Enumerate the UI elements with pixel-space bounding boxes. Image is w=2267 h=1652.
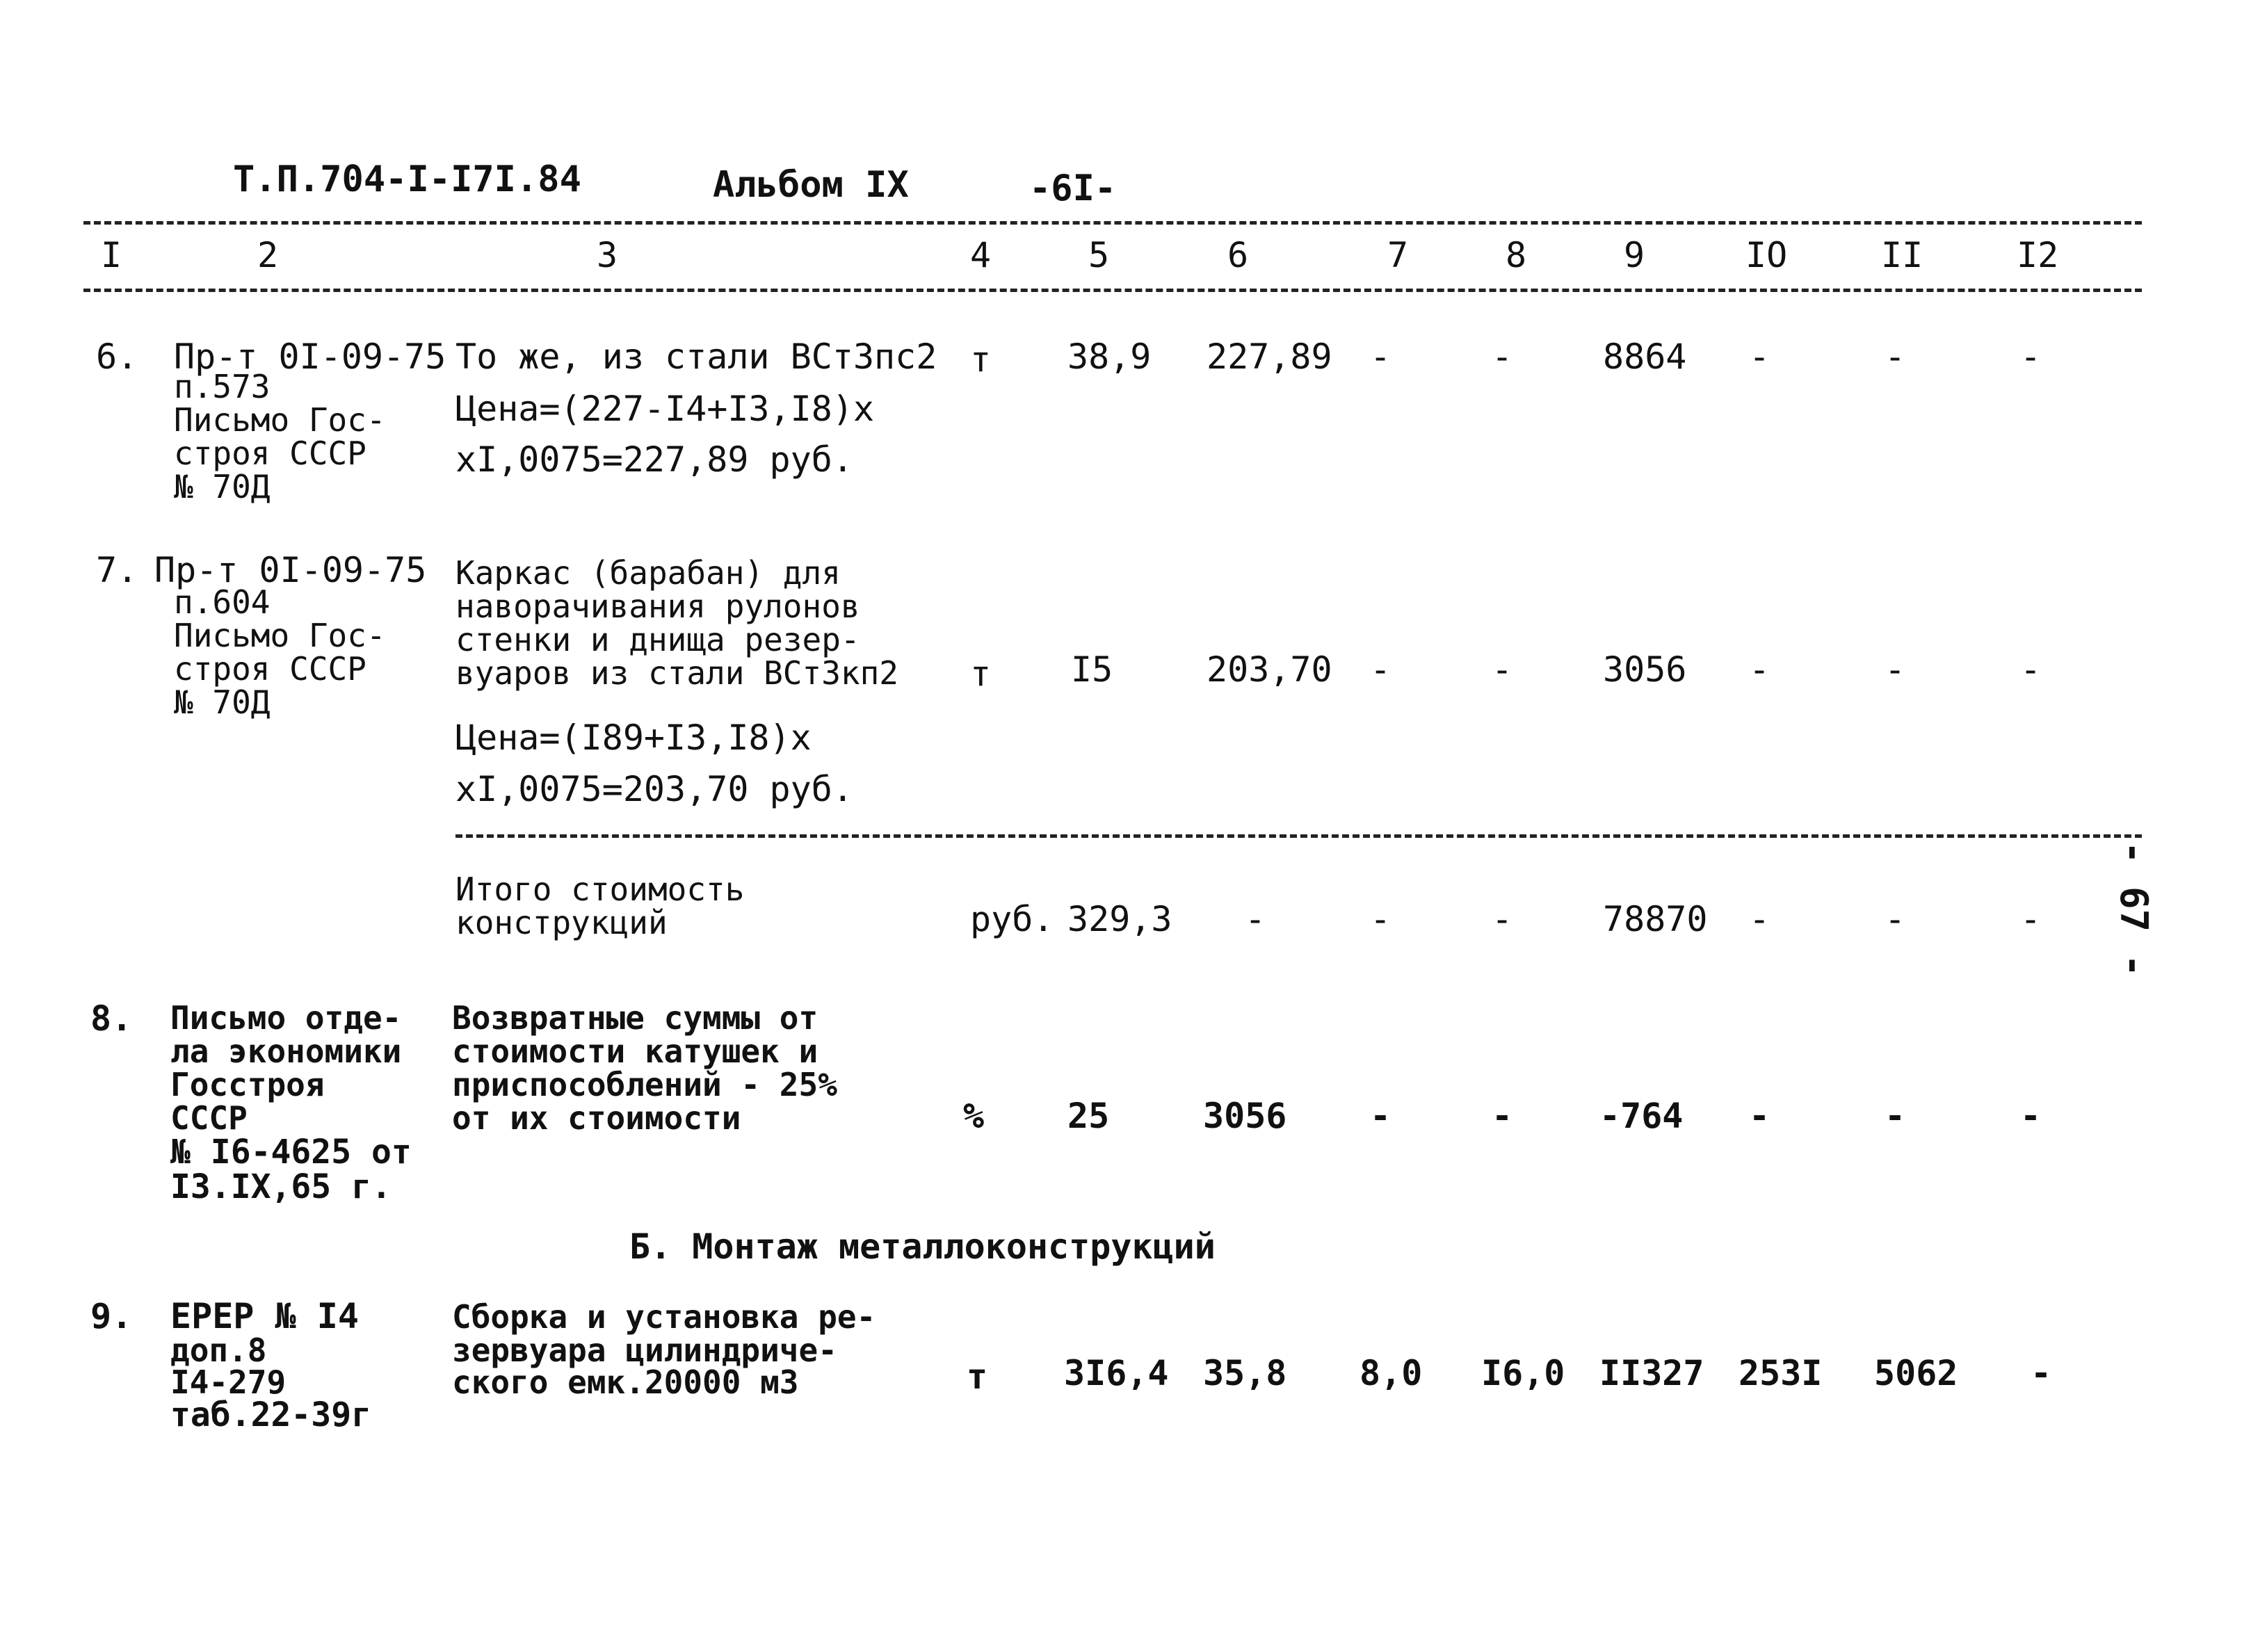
row-price-formula-line: xI,0075=203,70 руб.: [455, 769, 853, 809]
row-description-line: Каркас (барабан) для: [455, 554, 841, 592]
cell-col10: -: [1749, 1096, 1770, 1136]
col-header-11: II: [1881, 235, 1923, 275]
cell-quantity: 25: [1067, 1096, 1110, 1136]
row-description-line: конструкций: [455, 904, 668, 941]
col-header-2: 2: [257, 235, 279, 275]
row-number: 7.: [96, 550, 138, 590]
col-header-12: I2: [2017, 235, 2059, 275]
cell-price: -: [1245, 899, 1266, 939]
row-basis-line: № 70Д: [174, 468, 271, 505]
row-basis-line: п.604: [174, 583, 271, 621]
cell-col8: -: [1492, 337, 1513, 377]
cell-col12: -: [2020, 337, 2042, 377]
row-basis-line: ла экономики: [170, 1032, 402, 1070]
cell-price: 3056: [1203, 1096, 1287, 1136]
page-number: -6I-: [1029, 168, 1117, 209]
row-number: 6.: [96, 337, 138, 377]
row-basis-line: доп.8: [170, 1331, 267, 1369]
cell-unit: т: [967, 1357, 988, 1397]
row-description-line: приспособлений - 25%: [452, 1066, 837, 1103]
cell-price: 35,8: [1203, 1353, 1287, 1393]
cell-unit: т: [970, 654, 992, 694]
cell-col11: -: [1885, 649, 1906, 690]
cell-price: 203,70: [1207, 649, 1332, 690]
row-description-line: Цена=(227-I4+I3,I8)x: [455, 389, 875, 429]
row-basis-line: Пр-т 0I-09-75: [154, 550, 427, 590]
row-basis-line: ЕРЕР № I4: [170, 1296, 359, 1336]
row-price-formula-line: Цена=(I89+I3,I8)x: [455, 718, 812, 758]
cell-col11: -: [1885, 899, 1906, 939]
row-basis-line: строя СССР: [174, 435, 366, 472]
row-basis-line: Письмо Гос-: [174, 617, 386, 654]
col-header-8: 8: [1506, 235, 1527, 275]
cell-col11: -: [1885, 1096, 1906, 1136]
cell-col8: -: [1492, 1096, 1513, 1136]
cell-col12: -: [2020, 649, 2042, 690]
document-code: Т.П.704-I-I7I.84: [233, 159, 581, 200]
cell-col7: -: [1370, 1096, 1391, 1136]
row-description-line: ского емк.20000 м3: [452, 1363, 799, 1401]
cell-quantity: 329,3: [1067, 899, 1172, 939]
row-basis-line: Письмо Гос-: [174, 401, 386, 439]
col-header-6: 6: [1227, 235, 1249, 275]
cell-col11: -: [1885, 337, 1906, 377]
cell-col8: -: [1492, 899, 1513, 939]
cell-total: 78870: [1603, 899, 1708, 939]
cell-quantity: I5: [1071, 649, 1113, 690]
album-label: Альбом IX: [713, 164, 909, 206]
cell-col7: -: [1370, 337, 1391, 377]
cell-col8: -: [1492, 649, 1513, 690]
cell-total: 8864: [1603, 337, 1687, 377]
subtotal-rule: [455, 834, 2142, 838]
cell-col12: -: [2020, 1096, 2042, 1136]
cell-total: -764: [1599, 1096, 1684, 1136]
cell-unit: руб.: [970, 899, 1054, 939]
row-number: 8.: [90, 998, 133, 1039]
row-description-line: стоимости катушек и: [452, 1032, 818, 1070]
col-header-1: I: [101, 235, 122, 275]
cell-unit: %: [963, 1096, 985, 1136]
cell-col8: I6,0: [1481, 1353, 1565, 1393]
row-basis-line: строя СССР: [174, 650, 366, 688]
header-top-rule: [83, 221, 2142, 225]
row-description-line: от их стоимости: [452, 1099, 741, 1137]
row-basis-line: I3.IX,65 г.: [170, 1167, 392, 1206]
row-description-line: То же, из стали ВСт3пс2: [455, 337, 937, 377]
row-description-line: xI,0075=227,89 руб.: [455, 439, 853, 480]
cell-col7: 8,0: [1360, 1353, 1423, 1393]
cell-col10: -: [1749, 899, 1770, 939]
header-bottom-rule: [83, 289, 2142, 292]
cell-total: 3056: [1603, 649, 1687, 690]
cell-col12: -: [2020, 899, 2042, 939]
cell-unit: т: [970, 339, 992, 380]
cell-col11: 5062: [1874, 1353, 1958, 1393]
row-description-line: Возвратные суммы от: [452, 999, 818, 1037]
cell-col10: 253I: [1738, 1353, 1823, 1393]
col-header-9: 9: [1624, 235, 1645, 275]
cell-total: II327: [1599, 1353, 1704, 1393]
cell-col10: -: [1749, 649, 1770, 690]
row-description-line: наворачивания рулонов: [455, 588, 860, 625]
cell-col10: -: [1749, 337, 1770, 377]
col-header-3: 3: [597, 235, 618, 275]
row-description-line: стенки и днища резер-: [455, 621, 860, 658]
row-basis-line: Пр-т 0I-09-75: [174, 337, 446, 377]
row-basis-line: Госстроя: [170, 1066, 325, 1103]
section-heading: Б. Монтаж металлоконструкций: [629, 1226, 1216, 1267]
row-description-line: Сборка и установка ре-: [452, 1298, 876, 1336]
row-basis-line: таб.22-39г: [170, 1395, 371, 1434]
cell-price: 227,89: [1207, 337, 1332, 377]
col-header-4: 4: [970, 235, 992, 275]
margin-page-mark: - 67 -: [2112, 841, 2156, 978]
row-description-line: зервуара цилиндриче-: [452, 1331, 837, 1369]
col-header-10: IO: [1745, 235, 1788, 275]
cell-col12: -: [2031, 1353, 2052, 1393]
cell-col7: -: [1370, 899, 1391, 939]
row-basis-line: № 70Д: [174, 683, 271, 721]
row-basis-line: I4-279: [170, 1363, 287, 1401]
col-header-5: 5: [1088, 235, 1110, 275]
col-header-7: 7: [1387, 235, 1409, 275]
cell-quantity: 3I6,4: [1064, 1353, 1169, 1393]
row-basis-line: Письмо отде-: [170, 999, 402, 1037]
row-basis-line: п.573: [174, 368, 271, 405]
row-description-line: вуаров из стали ВСт3кп2: [455, 654, 898, 692]
cell-col7: -: [1370, 649, 1391, 690]
cell-quantity: 38,9: [1067, 337, 1152, 377]
row-basis-line: № I6-4625 от: [170, 1133, 412, 1172]
row-basis-line: СССР: [170, 1099, 248, 1137]
row-description-line: Итого стоимость: [455, 870, 745, 908]
row-number: 9.: [90, 1296, 133, 1336]
